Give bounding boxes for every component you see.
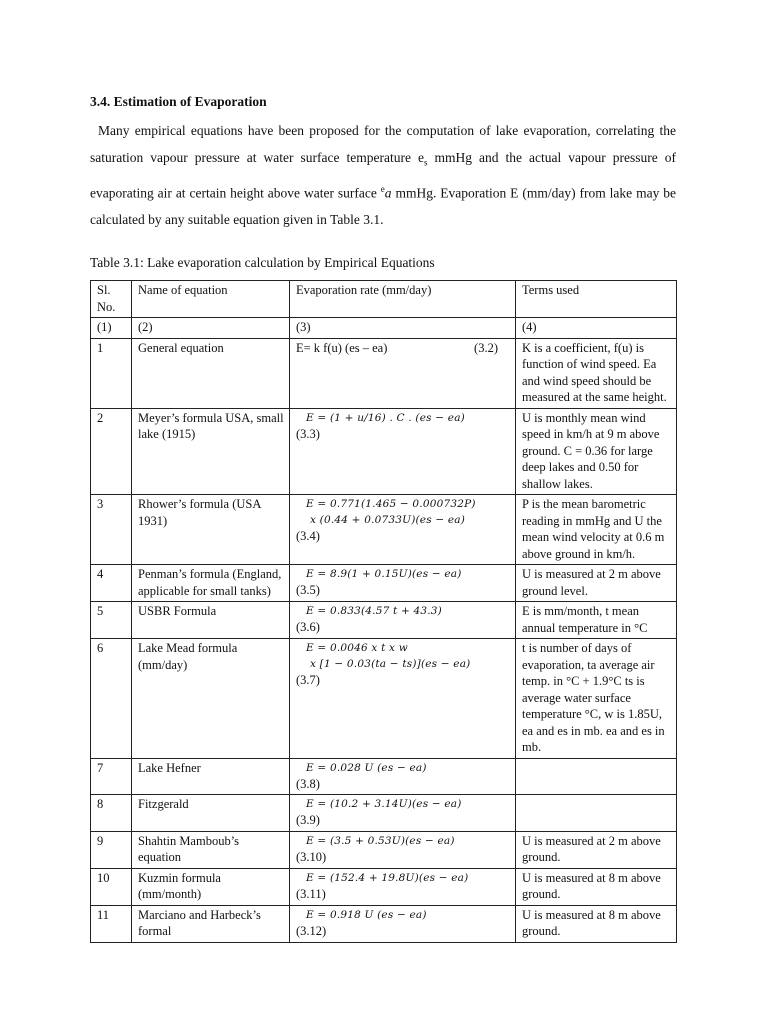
index-cell: (3) — [290, 318, 516, 339]
index-cell: (1) — [91, 318, 132, 339]
equation-ref: (3.10) — [296, 849, 327, 864]
equation-line: E = 0.028 U (es − ea) — [306, 761, 427, 774]
index-cell: (4) — [516, 318, 677, 339]
table-row — [91, 338, 677, 408]
terms-used: E is mm/month, t mean annual temperature in °C — [516, 602, 677, 639]
equation-line: E = 0.918 U (es − ea) — [306, 908, 427, 921]
table-row — [91, 758, 677, 795]
intro-paragraph — [90, 118, 676, 233]
equation-line: E = (152.4 + 19.8U)(es − ea) — [306, 871, 469, 884]
equation-name: Meyer’s formula USA, small lake (1915) — [132, 408, 290, 495]
table-index-row — [91, 318, 677, 339]
equation-ref: (3.9) — [296, 813, 320, 827]
header-name: Name of equation — [132, 281, 290, 318]
table-row — [91, 602, 677, 639]
section-heading: 3.4. Estimation of Evaporation — [90, 94, 267, 109]
evaporation-rate — [290, 795, 516, 832]
evaporation-rate — [290, 495, 516, 565]
row-number: 5 — [91, 602, 132, 639]
row-number: 11 — [91, 905, 132, 942]
equation-line: E = 0.0046 x t x w — [306, 642, 408, 654]
equation-name: Kuzmin formula (mm/month) — [132, 868, 290, 905]
evaporation-rate — [290, 565, 516, 602]
terms-used: U is measured at 8 m above ground. — [516, 868, 677, 905]
equation-ref: (3.12) — [296, 923, 327, 938]
table-header-row — [91, 281, 677, 318]
para-part-1: Many empirical equations have been proposed for the computation of lake evaporation, correlating the saturation vapour pressure at water surface temperature e — [90, 123, 676, 165]
evaporation-rate — [290, 338, 516, 408]
equation-ref: (3.3) — [296, 426, 320, 441]
equation-name: Lake Hefner — [132, 758, 290, 795]
row-number: 3 — [91, 495, 132, 565]
general-equation-line — [296, 340, 510, 357]
terms-used: t is number of days of evaporation, ta average air temp. in °C + 1.9°C ts is average water surface temperature °C, w is 1.85U, ea and es in mb. ea and es in mb. — [516, 639, 677, 759]
equation-line-2: x [1 − 0.03(ta − ts)](es − ea) — [310, 658, 471, 670]
table-caption: Table 3.1: Lake evaporation calculation by Empirical Equations — [90, 255, 435, 270]
equation-name: General equation — [132, 338, 290, 408]
terms-used: K is a coefficient, f(u) is function of wind speed. Ea and wind speed should be measured at the same height. — [516, 338, 677, 408]
evaporation-table — [90, 280, 677, 943]
equation-ref: (3.8) — [296, 776, 320, 791]
header-terms: Terms used — [516, 281, 677, 318]
equation-ref: (3.6) — [296, 620, 320, 634]
equation-ref: (3.4) — [296, 529, 320, 543]
equation-name: Marciano and Harbeck’s formal — [132, 905, 290, 942]
row-number: 7 — [91, 758, 132, 795]
evaporation-rate — [290, 758, 516, 795]
equation-ref: (3.7) — [296, 673, 320, 687]
evaporation-rate — [290, 408, 516, 495]
table-row — [91, 795, 677, 832]
equation-line-2: x (0.44 + 0.0733U)(es − ea) — [310, 514, 466, 526]
equation-name: Rhower’s formula (USA 1931) — [132, 495, 290, 565]
terms-used: P is the mean barometric reading in mmHg and U the mean wind velocity at 0.6 m above ground in km/h. — [516, 495, 677, 565]
terms-used: U is monthly mean wind speed in km/h at 9 m above ground. C = 0.36 for large deep lakes and 0.50 for shallow lakes. — [516, 408, 677, 495]
terms-used — [516, 795, 677, 832]
equation-name: Lake Mead formula (mm/day) — [132, 639, 290, 759]
header-rate: Evaporation rate (mm/day) — [290, 281, 516, 318]
equation-line: E = 8.9(1 + 0.15U)(es − ea) — [306, 568, 462, 580]
evaporation-rate — [290, 602, 516, 639]
equation-line: E= k f(u) (es – ea) — [296, 340, 388, 355]
para-italic-a: a — [384, 185, 392, 201]
evaporation-rate — [290, 639, 516, 759]
header-sl-no: Sl. No. — [91, 281, 132, 318]
table-row — [91, 905, 677, 942]
equation-line: E = (1 + u/16) . C . (es − ea) — [306, 411, 465, 424]
row-number: 2 — [91, 408, 132, 495]
para-part-2: mmHg and the actual vapour pressure of evaporating air at certain height above water surface — [90, 149, 676, 201]
equation-name: Fitzgerald — [132, 795, 290, 832]
terms-used: U is measured at 2 m above ground level. — [516, 565, 677, 602]
equation-name: USBR Formula — [132, 602, 290, 639]
para-part-3: mmHg. Evaporation E (mm/day) from lake may be calculated by any suitable equation given in Table 3.1. — [90, 185, 676, 227]
equation-line: E = 0.833(4.57 t + 43.3) — [306, 605, 442, 617]
terms-used — [516, 758, 677, 795]
equation-ref: (3.5) — [296, 583, 320, 597]
table-row — [91, 831, 677, 868]
row-number: 6 — [91, 639, 132, 759]
equation-name: Penman’s formula (England, applicable for small tanks) — [132, 565, 290, 602]
row-number: 8 — [91, 795, 132, 832]
evaporation-rate — [290, 905, 516, 942]
evaporation-rate — [290, 868, 516, 905]
equation-line: E = 0.771(1.465 − 0.000732P) — [306, 498, 476, 510]
row-number: 4 — [91, 565, 132, 602]
row-number: 9 — [91, 831, 132, 868]
equation-ref: (3.2) — [474, 340, 498, 355]
index-cell: (2) — [132, 318, 290, 339]
equation-line: E = (10.2 + 3.14U)(es − ea) — [306, 798, 462, 810]
table-row — [91, 408, 677, 495]
para-sup-e: e — [380, 183, 385, 194]
equation-line: E = (3.5 + 0.53U)(es − ea) — [306, 834, 455, 847]
row-number: 1 — [91, 338, 132, 408]
table-row — [91, 565, 677, 602]
terms-used: U is measured at 8 m above ground. — [516, 905, 677, 942]
table-row — [91, 639, 677, 759]
equation-name: Shahtin Mamboub’s equation — [132, 831, 290, 868]
equation-ref: (3.11) — [296, 886, 326, 901]
terms-used: U is measured at 2 m above ground. — [516, 831, 677, 868]
evaporation-rate — [290, 831, 516, 868]
row-number: 10 — [91, 868, 132, 905]
table-row — [91, 868, 677, 905]
para-sub-s: s — [423, 157, 428, 168]
table-row — [91, 495, 677, 565]
